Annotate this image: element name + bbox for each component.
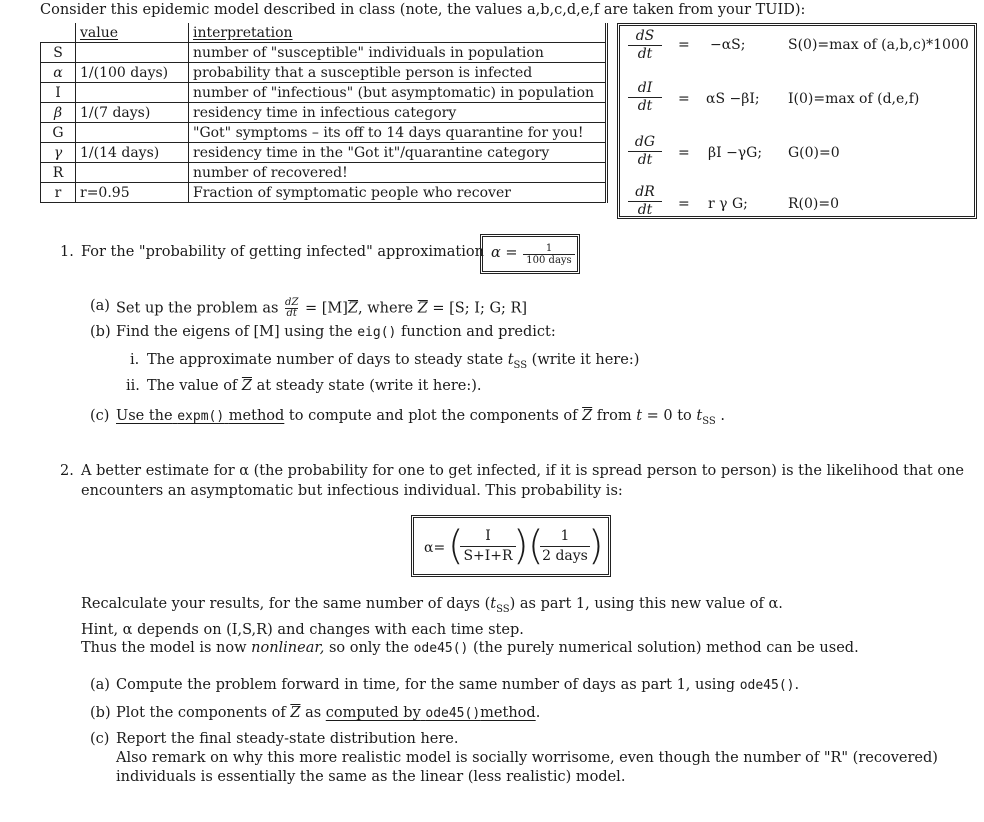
q2b-label: (b): [90, 705, 111, 721]
alpha-formula-box: α = 1 100 days: [480, 234, 580, 274]
q1a-line: Set up the problem as $\frac{dZ}{dt}$ = $[M]\overline{Z}$, where $\overline{Z} = [S$; I; G; R]: [116, 297, 528, 319]
q2b-line: Plot the components of $\overline{Z}$ as computed by ode45()method.: [116, 705, 541, 721]
table-row: γ 1/(14 days) residency time in the "Got it"/quarantine category: [41, 143, 607, 163]
q2c-line3: individuals is essentially the same as the linear (less realistic) model.: [116, 769, 626, 785]
code-expm: expm(): [177, 409, 225, 424]
code-eig: eig(): [357, 325, 397, 340]
q1bii-label: ii.: [126, 378, 140, 394]
equals-sign: =: [678, 91, 690, 107]
code-ode45: ode45(): [413, 641, 469, 656]
table-row: β 1/(7 days) residency time in infectious category: [41, 103, 607, 123]
equation-box: [617, 23, 977, 219]
q2-line1: A better estimate for α (the probability for one to get infected, if it is spread person to person) is the likelihood that one: [81, 463, 965, 479]
rhs-i: αS −βI;: [706, 91, 760, 107]
table-row: I number of "infectious" (but asymptomatic) in population: [41, 83, 607, 103]
header-interpretation: interpretation: [189, 23, 607, 43]
q1c-label: (c): [90, 408, 110, 424]
q2a-label: (a): [90, 677, 110, 693]
parameter-table: [40, 23, 608, 203]
q2c-line1: Report the final steady-state distribution here.: [116, 731, 459, 747]
q2-hint1: Hint, α depends on (I,S,R) and changes with each time step.: [81, 622, 524, 638]
table-row: G "Got" symptoms – its off to 14 days quarantine for you!: [41, 123, 607, 143]
q2-number: 2.: [60, 463, 74, 479]
alpha-nonlinear-formula-box: α= ( I S+I+R ) ( 1 2 days ): [411, 515, 611, 577]
header-value: value: [76, 23, 189, 43]
q1b-label: (b): [90, 324, 111, 340]
rhs-g: βI −γG;: [708, 145, 763, 161]
q1-text: For the "probability of getting infected" approximation: [81, 244, 484, 260]
table-row: R number of recovered!: [41, 163, 607, 183]
code-ode45: ode45(): [739, 678, 795, 693]
init-s: S(0)=max of (a,b,c)*1000: [788, 37, 969, 53]
derivative-dg: $\frac{dG}{dt}$: [628, 134, 662, 169]
q2c-line2: Also remark on why this more realistic model is socially worrisome, even though the number of "R" (recovered): [116, 750, 938, 766]
rhs-r: r γ G;: [708, 196, 748, 212]
derivative-di: $\frac{dI}{dt}$: [628, 80, 662, 115]
init-g: G(0)=0: [788, 145, 840, 161]
table-header: [41, 23, 607, 43]
q2-hint2: Thus the model is now nonlinear, so only the ode45() (the purely numerical solution) method can be used.: [81, 640, 859, 656]
q1bii-line: The value of $\overline{Z}$ at steady state (write it here:).: [147, 378, 482, 394]
q2-line2: encounters an asymptomatic but infectious individual. This probability is:: [81, 483, 623, 499]
q1c-line: Use the expm() method to compute and plot the components of $\overline{Z}$ from t = 0 to $t_{SS}$ .: [116, 408, 725, 427]
equals-sign: =: [678, 37, 690, 53]
equals-sign: =: [678, 196, 690, 212]
q1bi-line: The approximate number of days to steady state $t_{SS}$ (write it here:): [147, 352, 640, 371]
intro-text: Consider this epidemic model described in class (note, the values a,b,c,d,e,f are taken from your TUID):: [40, 2, 806, 18]
table-row: r r=0.95 Fraction of symptomatic people who recover: [41, 183, 607, 203]
code-ode45: ode45(): [425, 706, 481, 721]
rhs-s: −αS;: [710, 37, 746, 53]
q1b-line: Find the eigens of [M] using the eig() function and predict:: [116, 324, 556, 340]
table-row: S number of "susceptible" individuals in population: [41, 43, 607, 63]
derivative-ds: $\frac{dS}{dt}$: [628, 28, 662, 63]
q2c-label: (c): [90, 731, 110, 747]
q1-number: 1.: [60, 244, 74, 260]
q2a-line: Compute the problem forward in time, for the same number of days as part 1, using ode45().: [116, 677, 800, 693]
equals-sign: =: [678, 145, 690, 161]
q2-recalc: Recalculate your results, for the same number of days $(t_{SS})$ as part 1, using this new value of α.: [81, 596, 783, 615]
derivative-dr: $\frac{dR}{dt}$: [628, 184, 662, 219]
q1bi-label: i.: [130, 352, 140, 368]
table-row: α 1/(100 days) probability that a susceptible person is infected: [41, 63, 607, 83]
init-r: R(0)=0: [788, 196, 840, 212]
q1a-label: (a): [90, 298, 110, 314]
init-i: I(0)=max of (d,e,f): [788, 91, 920, 107]
